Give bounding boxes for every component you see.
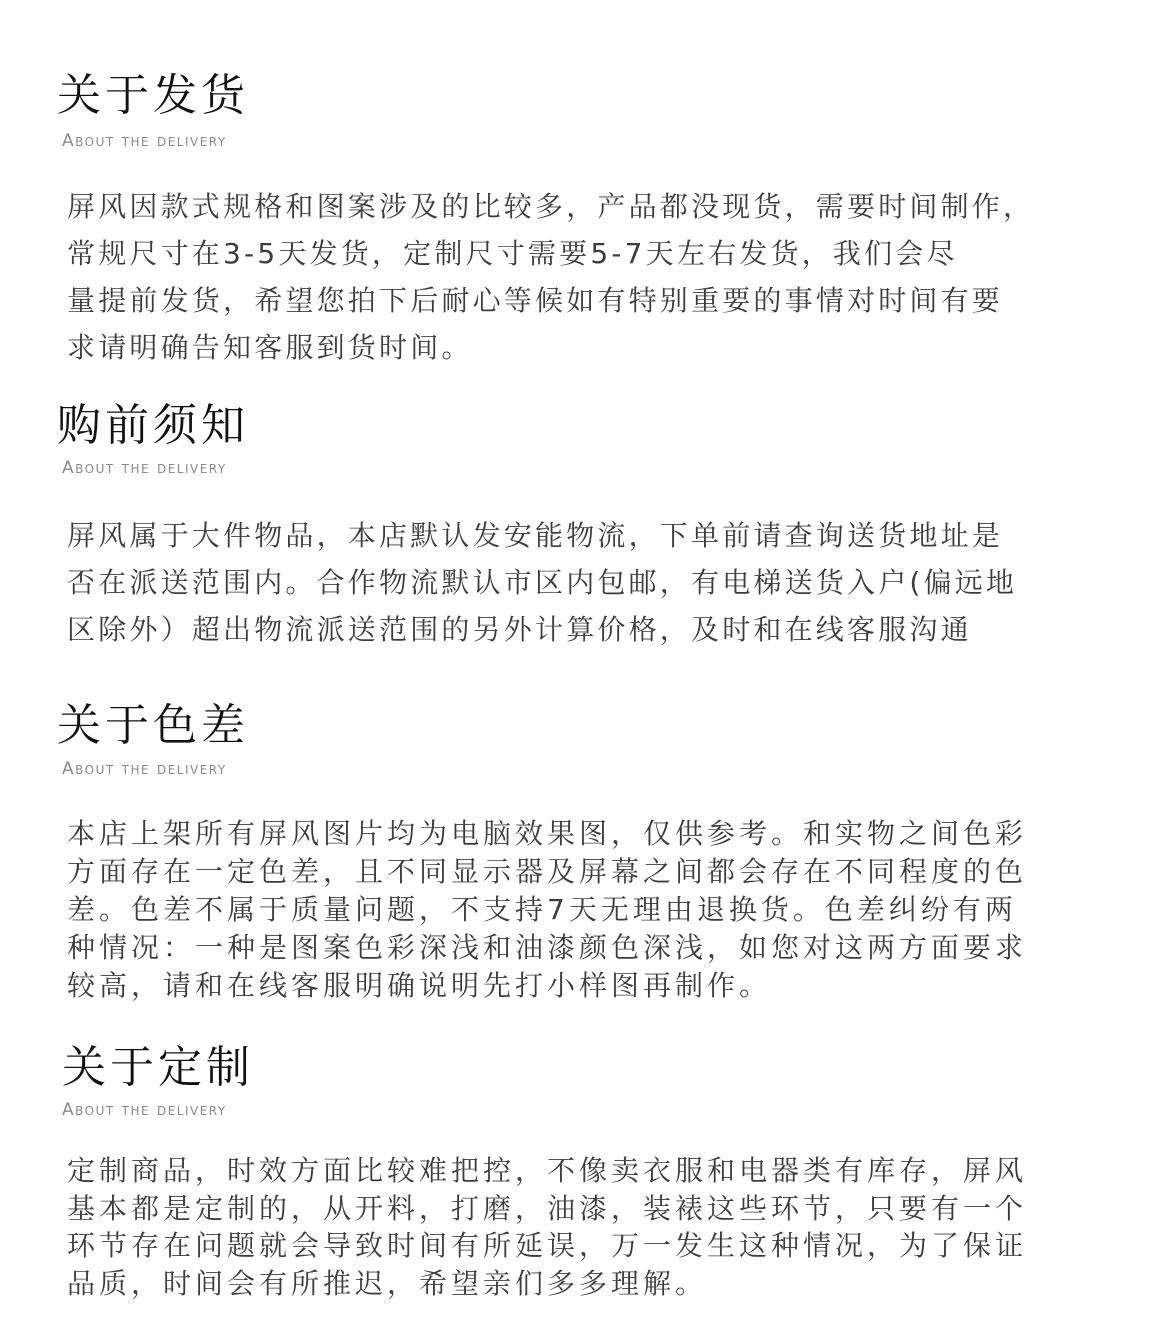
body-line: 否在派送范围内。合作物流默认市区内包邮，有电梯送货入户(偏远地 <box>67 566 1018 599</box>
body-line: 定制商品，时效方面比较难把控，不像卖衣服和电器类有库存，屏风 <box>67 1154 1028 1187</box>
body-line: 屏风因款式规格和图案涉及的比较多，产品都没现货，需要时间制作， <box>67 190 1035 223</box>
section-subtitle: About the delivery <box>62 759 227 779</box>
section-body <box>67 512 1147 653</box>
section-subtitle: About the delivery <box>62 458 227 478</box>
section-body <box>67 183 1147 371</box>
body-line: 区除外）超出物流派送范围的另外计算价格，及时和在线客服沟通 <box>67 613 972 646</box>
section-title: 购前须知 <box>57 400 249 451</box>
body-line: 屏风属于大件物品，本店默认发安能物流，下单前请查询送货地址是 <box>67 519 1004 552</box>
body-line: 较高，请和在线客服明确说明先打小样图再制作。 <box>67 969 772 1002</box>
section-title: 关于发货 <box>57 70 249 121</box>
body-line: 差。色差不属于质量问题，不支持7天无理由退换货。色差纠纷有两 <box>67 893 1017 926</box>
body-line: 本店上架所有屏风图片均为电脑效果图，仅供参考。和实物之间色彩 <box>67 817 1028 850</box>
section-body <box>67 1152 1147 1302</box>
body-line: 环节存在问题就会导致时间有所延误，万一发生这种情况，为了保证 <box>67 1229 1028 1262</box>
section-subtitle: About the delivery <box>62 131 227 151</box>
body-line: 常规尺寸在3-5天发货，定制尺寸需要5-7天左右发货，我们会尽 <box>67 237 958 270</box>
section-title: 关于定制 <box>62 1042 254 1093</box>
body-line: 品质，时间会有所推迟，希望亲们多多理解。 <box>67 1266 708 1300</box>
body-line: 种情况：一种是图案色彩深浅和油漆颜色深浅，如您对这两方面要求 <box>67 931 1028 964</box>
section-body <box>67 815 1147 1005</box>
body-line: 方面存在一定色差，且不同显示器及屏幕之间都会存在不同程度的色 <box>67 855 1028 888</box>
section-subtitle: About the delivery <box>62 1100 227 1120</box>
body-line: 基本都是定制的，从开料，打磨，油漆，装裱这些环节，只要有一个 <box>67 1191 1028 1225</box>
body-line: 求请明确告知客服到货时间。 <box>67 331 473 364</box>
section-title: 关于色差 <box>57 700 249 751</box>
body-line: 量提前发货，希望您拍下后耐心等候如有特别重要的事情对时间有要 <box>67 284 1004 317</box>
